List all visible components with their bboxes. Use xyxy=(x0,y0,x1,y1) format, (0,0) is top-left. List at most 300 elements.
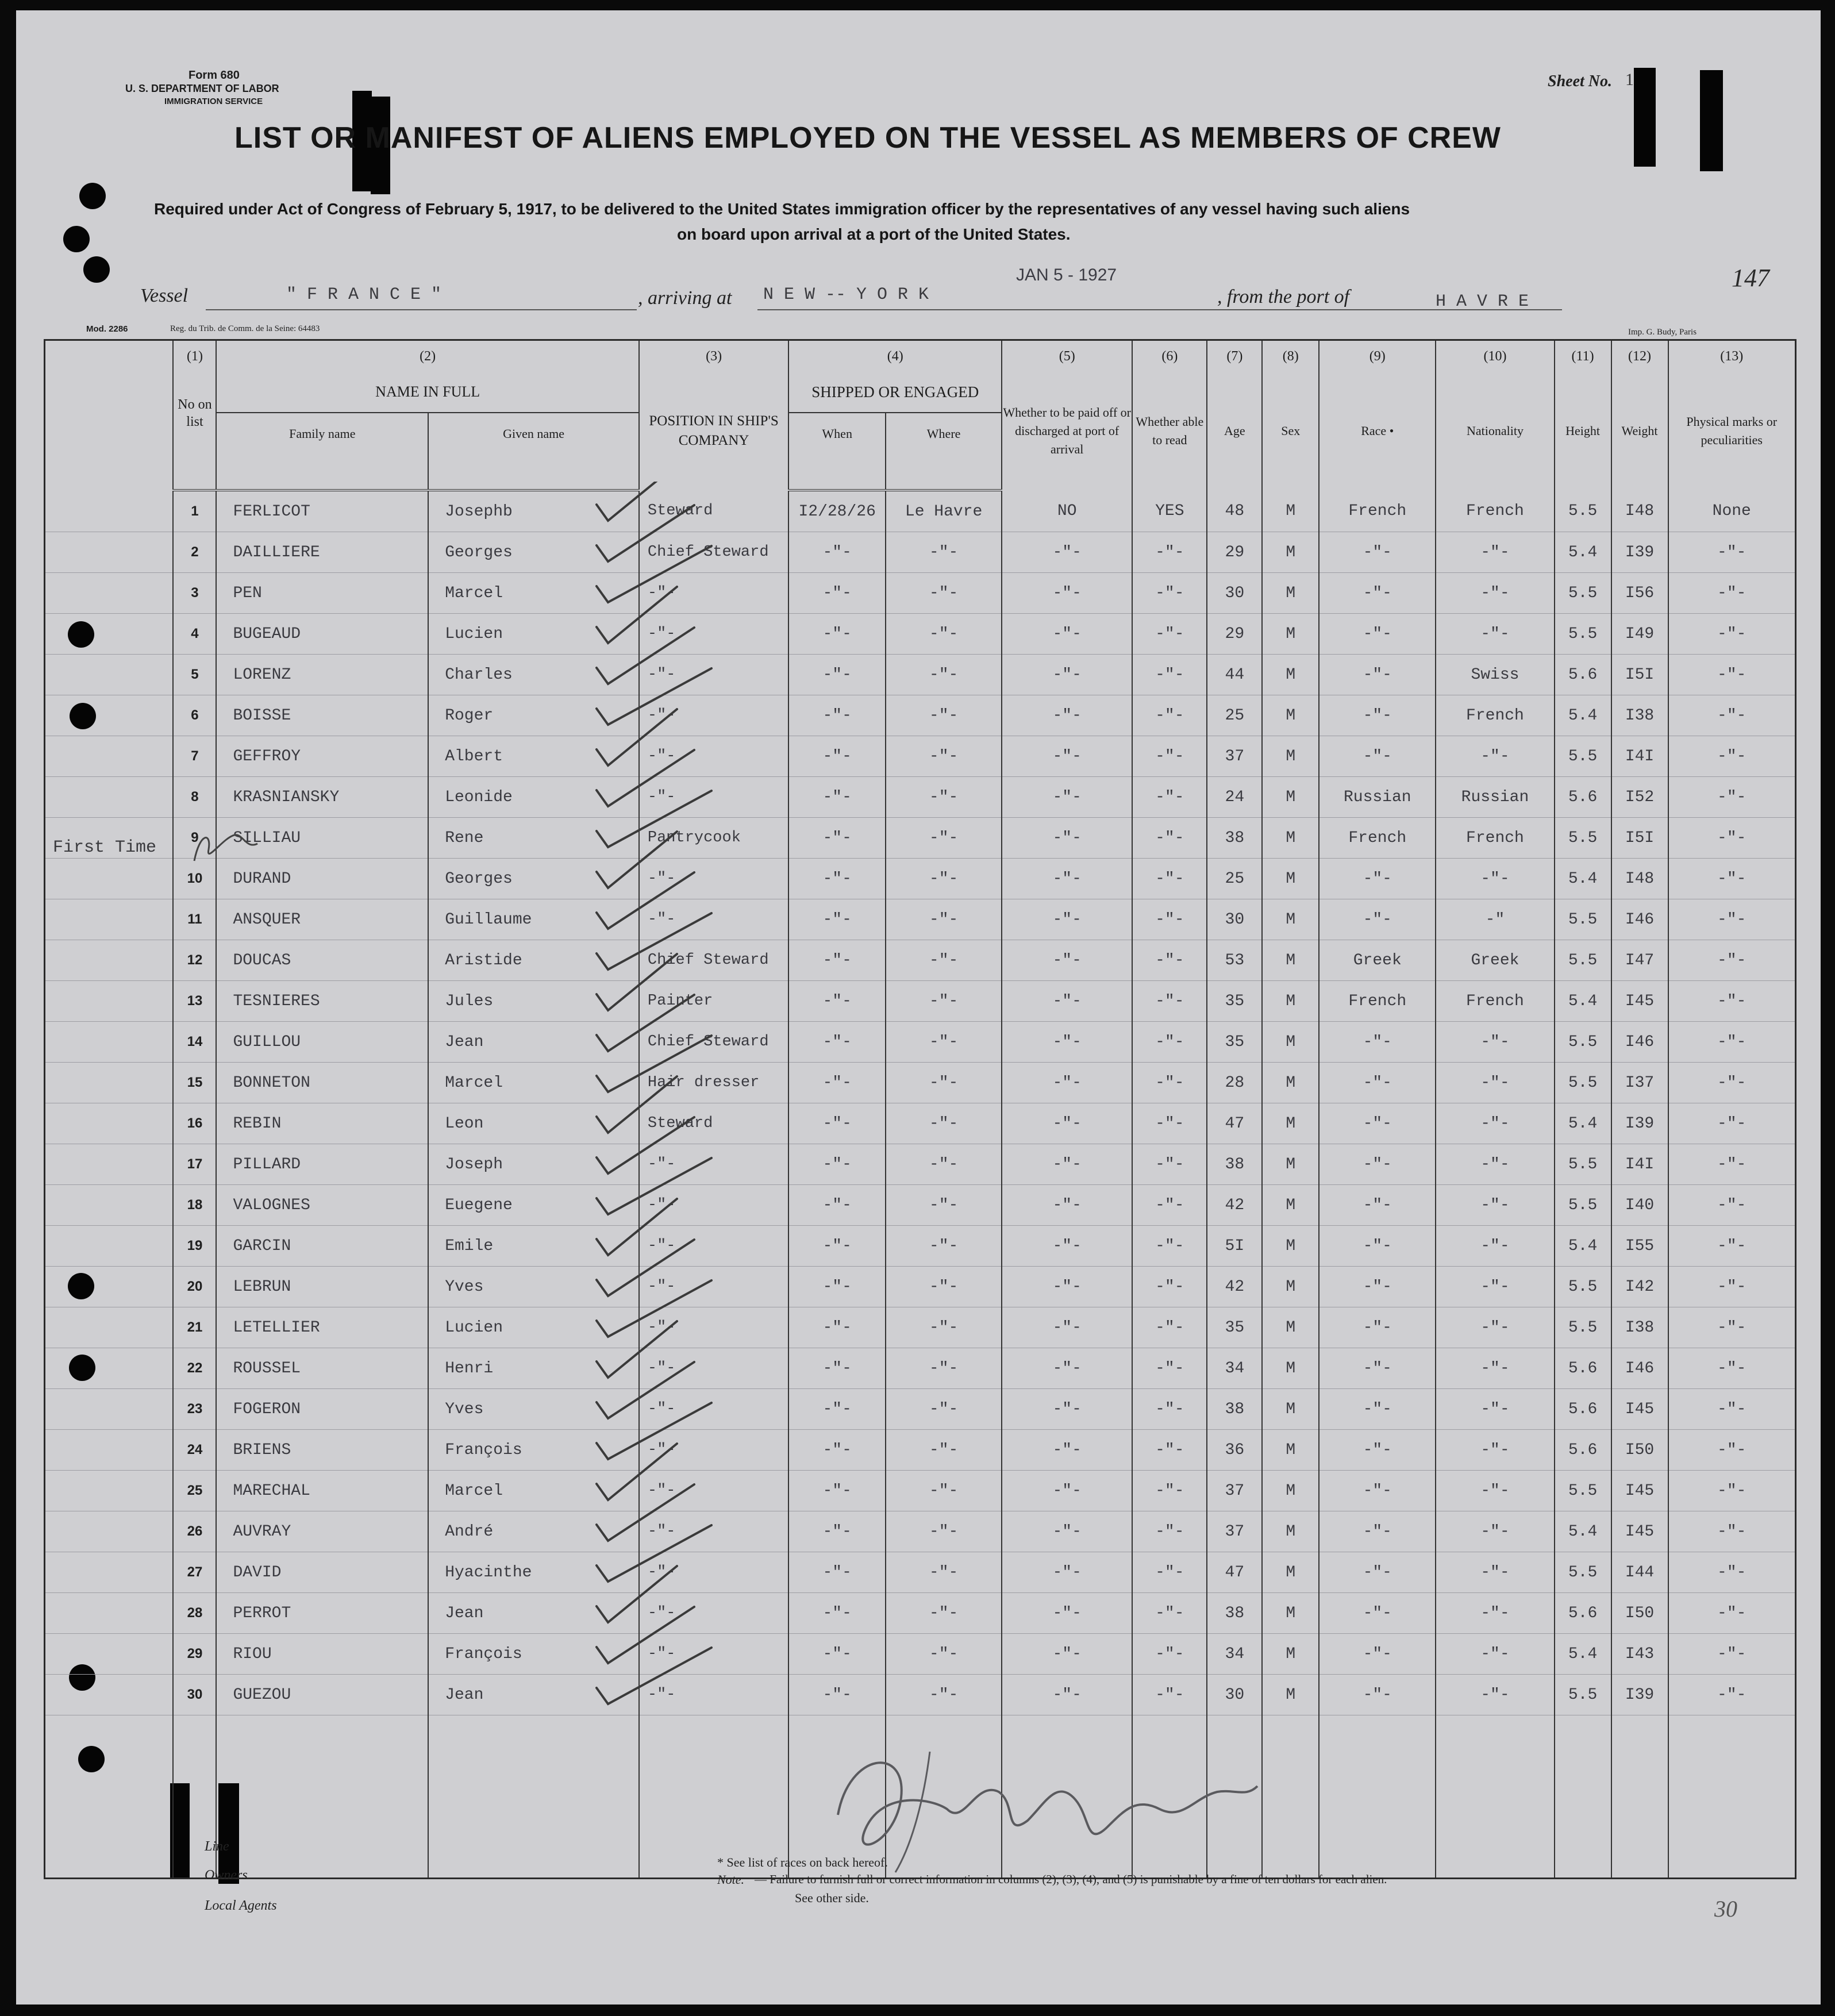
sex: M xyxy=(1262,981,1319,1022)
nationality: -"- xyxy=(1436,1389,1554,1430)
date-stamp: JAN 5 - 1927 xyxy=(1016,266,1117,284)
margin-cell xyxy=(45,818,174,859)
row-number: 4 xyxy=(173,614,216,655)
weight: I50 xyxy=(1611,1430,1668,1471)
row-number: 22 xyxy=(173,1348,216,1389)
check-mark xyxy=(597,1076,677,1133)
col-5-number: (5) xyxy=(1002,340,1132,372)
physical-marks: -"- xyxy=(1668,1675,1796,1715)
race: -"- xyxy=(1319,1511,1436,1552)
row-number: 10 xyxy=(173,859,216,899)
paid-off: -"- xyxy=(1002,695,1132,736)
weight: I39 xyxy=(1611,1103,1668,1144)
physical-marks: -"- xyxy=(1668,614,1796,655)
shipped-when: -"- xyxy=(788,1675,886,1715)
margin-cell xyxy=(45,736,174,777)
table-row xyxy=(45,899,1796,940)
weight: I38 xyxy=(1611,1307,1668,1348)
shipped-where: -"- xyxy=(886,1103,1002,1144)
physical-marks: -"- xyxy=(1668,1185,1796,1226)
check-mark xyxy=(597,1403,711,1459)
filler-cell xyxy=(216,1715,428,1879)
race: -"- xyxy=(1319,859,1436,899)
able-to-read: -"- xyxy=(1132,859,1207,899)
shipped-where: -"- xyxy=(886,859,1002,899)
row-number: 25 xyxy=(173,1471,216,1511)
header-height: Height xyxy=(1555,372,1611,490)
age: 25 xyxy=(1207,695,1262,736)
given-name: Hyacinthe xyxy=(428,1552,639,1593)
nationality: -"- xyxy=(1436,1471,1554,1511)
table-row xyxy=(45,614,1796,655)
paid-off: NO xyxy=(1002,490,1132,532)
shipped-where: -"- xyxy=(886,614,1002,655)
family-name: BOISSE xyxy=(216,695,428,736)
table-row xyxy=(45,1267,1796,1307)
row-number: 24 xyxy=(173,1430,216,1471)
check-mark xyxy=(597,1240,694,1296)
family-name: RIOU xyxy=(216,1634,428,1675)
able-to-read: -"- xyxy=(1132,1144,1207,1185)
physical-marks: -"- xyxy=(1668,655,1796,695)
physical-marks: -"- xyxy=(1668,532,1796,573)
shipped-where: -"- xyxy=(886,818,1002,859)
check-mark xyxy=(597,1158,711,1214)
shipped-where: -"- xyxy=(886,1471,1002,1511)
table-row xyxy=(45,1552,1796,1593)
position: -"- xyxy=(639,1348,788,1389)
shipped-when: -"- xyxy=(788,940,886,981)
nationality: -"- xyxy=(1436,1307,1554,1348)
sex: M xyxy=(1262,490,1319,532)
able-to-read: -"- xyxy=(1132,1226,1207,1267)
nationality: -"- xyxy=(1436,1634,1554,1675)
family-name: TESNIERES xyxy=(216,981,428,1022)
physical-marks: -"- xyxy=(1668,1144,1796,1185)
age: 29 xyxy=(1207,614,1262,655)
margin-cell xyxy=(45,1675,174,1715)
margin-cell xyxy=(45,532,174,573)
table-row xyxy=(45,981,1796,1022)
position: -"- xyxy=(639,1185,788,1226)
paid-off: -"- xyxy=(1002,981,1132,1022)
arriving-label: , arriving at xyxy=(638,287,732,309)
paid-off: -"- xyxy=(1002,1226,1132,1267)
check-marks xyxy=(562,482,803,1769)
note-text: — Failure to furnish full or correct information in columns (2), (3), (4), and (5) is punishable by a fine of ten dollars for each alien. xyxy=(755,1872,1387,1886)
position: -"- xyxy=(639,1267,788,1307)
age: 48 xyxy=(1207,490,1262,532)
shipped-when: -"- xyxy=(788,1634,886,1675)
position: -"- xyxy=(639,1511,788,1552)
nationality: -"- xyxy=(1436,1144,1554,1185)
nationality: French xyxy=(1436,981,1554,1022)
margin-cell xyxy=(45,490,174,532)
weight: I48 xyxy=(1611,490,1668,532)
weight: I43 xyxy=(1611,1634,1668,1675)
row-number: 26 xyxy=(173,1511,216,1552)
shipped-when: -"- xyxy=(788,981,886,1022)
weight: I52 xyxy=(1611,777,1668,818)
race: -"- xyxy=(1319,1552,1436,1593)
table-row xyxy=(45,1063,1796,1103)
nationality: Greek xyxy=(1436,940,1554,981)
able-to-read: -"- xyxy=(1132,1634,1207,1675)
shipped-when: -"- xyxy=(788,1471,886,1511)
age: 36 xyxy=(1207,1430,1262,1471)
race: -"- xyxy=(1319,1185,1436,1226)
handwritten-initials xyxy=(188,826,263,872)
col-8-number: (8) xyxy=(1262,340,1319,372)
weight: I4I xyxy=(1611,736,1668,777)
race: -"- xyxy=(1319,1267,1436,1307)
age: 47 xyxy=(1207,1552,1262,1593)
position: Chief Steward xyxy=(639,532,788,573)
row-number: 5 xyxy=(173,655,216,695)
given-name: André xyxy=(428,1511,639,1552)
able-to-read: -"- xyxy=(1132,573,1207,614)
header-sex: Sex xyxy=(1262,372,1319,490)
shipped-when: -"- xyxy=(788,1511,886,1552)
age: 35 xyxy=(1207,1307,1262,1348)
weight: I45 xyxy=(1611,981,1668,1022)
paid-off: -"- xyxy=(1002,1593,1132,1634)
race: -"- xyxy=(1319,1634,1436,1675)
shipped-when: -"- xyxy=(788,1267,886,1307)
margin-cell xyxy=(45,1144,174,1185)
race: -"- xyxy=(1319,1471,1436,1511)
height: 5.4 xyxy=(1555,981,1611,1022)
sex: M xyxy=(1262,1022,1319,1063)
page-number: 147 xyxy=(1732,264,1769,292)
check-mark xyxy=(597,1444,677,1500)
position: -"- xyxy=(639,859,788,899)
nationality: -"- xyxy=(1436,859,1554,899)
age: 44 xyxy=(1207,655,1262,695)
race: Russian xyxy=(1319,777,1436,818)
physical-marks: -"- xyxy=(1668,1634,1796,1675)
height: 5.4 xyxy=(1555,859,1611,899)
sex: M xyxy=(1262,818,1319,859)
weight: I46 xyxy=(1611,899,1668,940)
paid-off: -"- xyxy=(1002,1103,1132,1144)
family-name: GARCIN xyxy=(216,1226,428,1267)
physical-marks: -"- xyxy=(1668,1307,1796,1348)
nationality: French xyxy=(1436,695,1554,736)
race: -"- xyxy=(1319,1593,1436,1634)
shipped-when: -"- xyxy=(788,1022,886,1063)
paid-off: -"- xyxy=(1002,1348,1132,1389)
shipped-where: -"- xyxy=(886,1675,1002,1715)
family-name: GUILLOU xyxy=(216,1022,428,1063)
header-where: Where xyxy=(886,413,1002,455)
races-note: * See list of races on back hereof. xyxy=(717,1855,888,1869)
sex: M xyxy=(1262,1267,1319,1307)
table-row xyxy=(45,777,1796,818)
age: 38 xyxy=(1207,1144,1262,1185)
sex: M xyxy=(1262,1389,1319,1430)
height: 5.5 xyxy=(1555,490,1611,532)
physical-marks: None xyxy=(1668,490,1796,532)
header-name-in-full: NAME IN FULL xyxy=(216,372,638,413)
margin-cell xyxy=(45,1471,174,1511)
table-row xyxy=(45,1144,1796,1185)
family-name: FERLICOT xyxy=(216,490,428,532)
nationality: -"- xyxy=(1436,1552,1554,1593)
height: 5.6 xyxy=(1555,1593,1611,1634)
physical-marks: -"- xyxy=(1668,573,1796,614)
able-to-read: -"- xyxy=(1132,1675,1207,1715)
department: U. S. DEPARTMENT OF LABOR xyxy=(125,83,279,94)
shipped-when: -"- xyxy=(788,1430,886,1471)
height: 5.6 xyxy=(1555,1389,1611,1430)
shipped-when: -"- xyxy=(788,695,886,736)
table-row xyxy=(45,655,1796,695)
filler-cell xyxy=(1555,1715,1611,1879)
sex: M xyxy=(1262,1307,1319,1348)
age: 24 xyxy=(1207,777,1262,818)
shipped-when: -"- xyxy=(788,1063,886,1103)
paid-off: -"- xyxy=(1002,818,1132,859)
position: -"- xyxy=(639,1389,788,1430)
filler-cell xyxy=(1319,1715,1436,1879)
weight: I56 xyxy=(1611,573,1668,614)
footer-owners-label: Owners xyxy=(205,1868,248,1883)
position: -"- xyxy=(639,1634,788,1675)
check-mark xyxy=(597,628,694,684)
col-1-number: (1) xyxy=(173,340,216,372)
header-when: When xyxy=(788,413,886,455)
check-mark xyxy=(597,1036,711,1092)
check-mark xyxy=(597,1525,711,1582)
shipped-where: -"- xyxy=(886,1634,1002,1675)
vessel-underline xyxy=(206,309,637,310)
race: -"- xyxy=(1319,899,1436,940)
race: -"- xyxy=(1319,1144,1436,1185)
col-3-number: (3) xyxy=(639,340,788,372)
header-spacer xyxy=(216,455,428,490)
row-number: 20 xyxy=(173,1267,216,1307)
family-name: PERROT xyxy=(216,1593,428,1634)
family-name: DURAND xyxy=(216,859,428,899)
header-race: Race • xyxy=(1319,372,1436,490)
given-name: Leon xyxy=(428,1103,639,1144)
able-to-read: -"- xyxy=(1132,614,1207,655)
age: 35 xyxy=(1207,1022,1262,1063)
family-name: ROUSSEL xyxy=(216,1348,428,1389)
given-name: Roger xyxy=(428,695,639,736)
weight: I42 xyxy=(1611,1267,1668,1307)
shipped-where: -"- xyxy=(886,1593,1002,1634)
weight: I45 xyxy=(1611,1389,1668,1430)
sex: M xyxy=(1262,859,1319,899)
sex: M xyxy=(1262,1348,1319,1389)
table-row xyxy=(45,1103,1796,1144)
check-mark xyxy=(597,832,677,888)
row-number: 13 xyxy=(173,981,216,1022)
row-number: 28 xyxy=(173,1593,216,1634)
weight: I39 xyxy=(1611,1675,1668,1715)
physical-marks: -"- xyxy=(1668,1348,1796,1389)
shipped-when: -"- xyxy=(788,614,886,655)
position: -"- xyxy=(639,1430,788,1471)
physical-marks: -"- xyxy=(1668,940,1796,981)
header-position: POSITION IN SHIP'S COMPANY xyxy=(639,372,788,490)
shipped-when: -"- xyxy=(788,532,886,573)
nationality: -"- xyxy=(1436,614,1554,655)
able-to-read: -"- xyxy=(1132,1267,1207,1307)
check-mark xyxy=(597,587,677,643)
family-name: KRASNIANSKY xyxy=(216,777,428,818)
given-name: Albert xyxy=(428,736,639,777)
manifest-sheet xyxy=(16,10,1821,2005)
able-to-read: -"- xyxy=(1132,899,1207,940)
sex: M xyxy=(1262,1471,1319,1511)
row-number: 1 xyxy=(173,490,216,532)
weight: I48 xyxy=(1611,859,1668,899)
able-to-read: -"- xyxy=(1132,1307,1207,1348)
check-mark xyxy=(597,709,677,765)
weight: I44 xyxy=(1611,1552,1668,1593)
shipped-where: -"- xyxy=(886,1552,1002,1593)
col-6-number: (6) xyxy=(1132,340,1207,372)
height: 5.6 xyxy=(1555,1348,1611,1389)
table-row xyxy=(45,818,1796,859)
margin-cell xyxy=(45,940,174,981)
given-name: Emile xyxy=(428,1226,639,1267)
corner-number: 30 xyxy=(1714,1896,1737,1922)
position: -"- xyxy=(639,573,788,614)
height: 5.5 xyxy=(1555,940,1611,981)
position: -"- xyxy=(639,899,788,940)
sex: M xyxy=(1262,1103,1319,1144)
race: -"- xyxy=(1319,695,1436,736)
margin-cell xyxy=(45,1552,174,1593)
margin-cell xyxy=(45,1267,174,1307)
given-name: Joseph xyxy=(428,1144,639,1185)
header-spacer xyxy=(173,455,216,490)
age: 35 xyxy=(1207,981,1262,1022)
family-name: DOUCAS xyxy=(216,940,428,981)
able-to-read: -"- xyxy=(1132,736,1207,777)
paid-off: -"- xyxy=(1002,532,1132,573)
paid-off: -"- xyxy=(1002,1389,1132,1430)
paid-off: -"- xyxy=(1002,1144,1132,1185)
shipped-when: -"- xyxy=(788,1307,886,1348)
physical-marks: -"- xyxy=(1668,1103,1796,1144)
table-row xyxy=(45,490,1796,532)
sex: M xyxy=(1262,1593,1319,1634)
punch-hole xyxy=(79,183,106,209)
margin-cell xyxy=(45,1593,174,1634)
weight: I39 xyxy=(1611,532,1668,573)
sex: M xyxy=(1262,1430,1319,1471)
physical-marks: -"- xyxy=(1668,1552,1796,1593)
table-row xyxy=(45,1389,1796,1430)
height: 5.5 xyxy=(1555,736,1611,777)
nationality: -"- xyxy=(1436,1103,1554,1144)
height: 5.5 xyxy=(1555,899,1611,940)
weight: I46 xyxy=(1611,1022,1668,1063)
family-name: BUGEAUD xyxy=(216,614,428,655)
height: 5.6 xyxy=(1555,655,1611,695)
able-to-read: -"- xyxy=(1132,532,1207,573)
given-name: Georges xyxy=(428,859,639,899)
height: 5.4 xyxy=(1555,1226,1611,1267)
table-row xyxy=(45,573,1796,614)
check-mark xyxy=(597,750,694,806)
weight: I37 xyxy=(1611,1063,1668,1103)
sex: M xyxy=(1262,1552,1319,1593)
family-name: DAILLIERE xyxy=(216,532,428,573)
header-weight: Weight xyxy=(1611,372,1668,490)
check-mark xyxy=(597,668,711,725)
from-port: H A V R E xyxy=(1436,292,1529,311)
shipped-where: -"- xyxy=(886,1185,1002,1226)
able-to-read: -"- xyxy=(1132,1389,1207,1430)
sex: M xyxy=(1262,1226,1319,1267)
header-age: Age xyxy=(1207,372,1262,490)
able-to-read: -"- xyxy=(1132,981,1207,1022)
check-mark xyxy=(597,954,677,1010)
table-row xyxy=(45,940,1796,981)
position: Hair dresser xyxy=(639,1063,788,1103)
race: French xyxy=(1319,818,1436,859)
col-13-number: (13) xyxy=(1668,340,1796,372)
table-row xyxy=(45,1471,1796,1511)
given-name: Euegene xyxy=(428,1185,639,1226)
check-mark xyxy=(597,1117,694,1174)
given-name: Jean xyxy=(428,1593,639,1634)
shipped-where: Le Havre xyxy=(886,490,1002,532)
nationality: Swiss xyxy=(1436,655,1554,695)
paid-off: -"- xyxy=(1002,777,1132,818)
nationality: -"- xyxy=(1436,1348,1554,1389)
table-row xyxy=(45,736,1796,777)
position: -"- xyxy=(639,1226,788,1267)
nationality: -"- xyxy=(1436,1022,1554,1063)
sex: M xyxy=(1262,1675,1319,1715)
vessel-name: " F R A N C E " xyxy=(286,285,442,305)
arriving-port: N E W -- Y O R K xyxy=(763,285,929,305)
row-number: 21 xyxy=(173,1307,216,1348)
race: -"- xyxy=(1319,532,1436,573)
col-9-number: (9) xyxy=(1319,340,1436,372)
able-to-read: -"- xyxy=(1132,1022,1207,1063)
subtitle-line-1: Required under Act of Congress of February 5, 1917, to be delivered to the United States immigration officer by the representatives of any vessel having such aliens xyxy=(154,200,1410,218)
height: 5.6 xyxy=(1555,1430,1611,1471)
check-mark xyxy=(597,1566,677,1622)
weight: I49 xyxy=(1611,614,1668,655)
able-to-read: -"- xyxy=(1132,1511,1207,1552)
row-number: 3 xyxy=(173,573,216,614)
header-shipped-or-engaged: SHIPPED OR ENGAGED xyxy=(788,372,1002,413)
physical-marks: -"- xyxy=(1668,1430,1796,1471)
nationality: -"- xyxy=(1436,1430,1554,1471)
physical-marks: -"- xyxy=(1668,1022,1796,1063)
age: 38 xyxy=(1207,1593,1262,1634)
able-to-read: -"- xyxy=(1132,1430,1207,1471)
paid-off: -"- xyxy=(1002,1675,1132,1715)
shipped-when: -"- xyxy=(788,655,886,695)
header-physical-marks: Physical marks or peculiarities xyxy=(1668,372,1796,490)
table-row xyxy=(45,1430,1796,1471)
filler-cell xyxy=(1611,1715,1668,1879)
age: 30 xyxy=(1207,1675,1262,1715)
paid-off: -"- xyxy=(1002,1022,1132,1063)
age: 47 xyxy=(1207,1103,1262,1144)
col-2-number: (2) xyxy=(216,340,638,372)
